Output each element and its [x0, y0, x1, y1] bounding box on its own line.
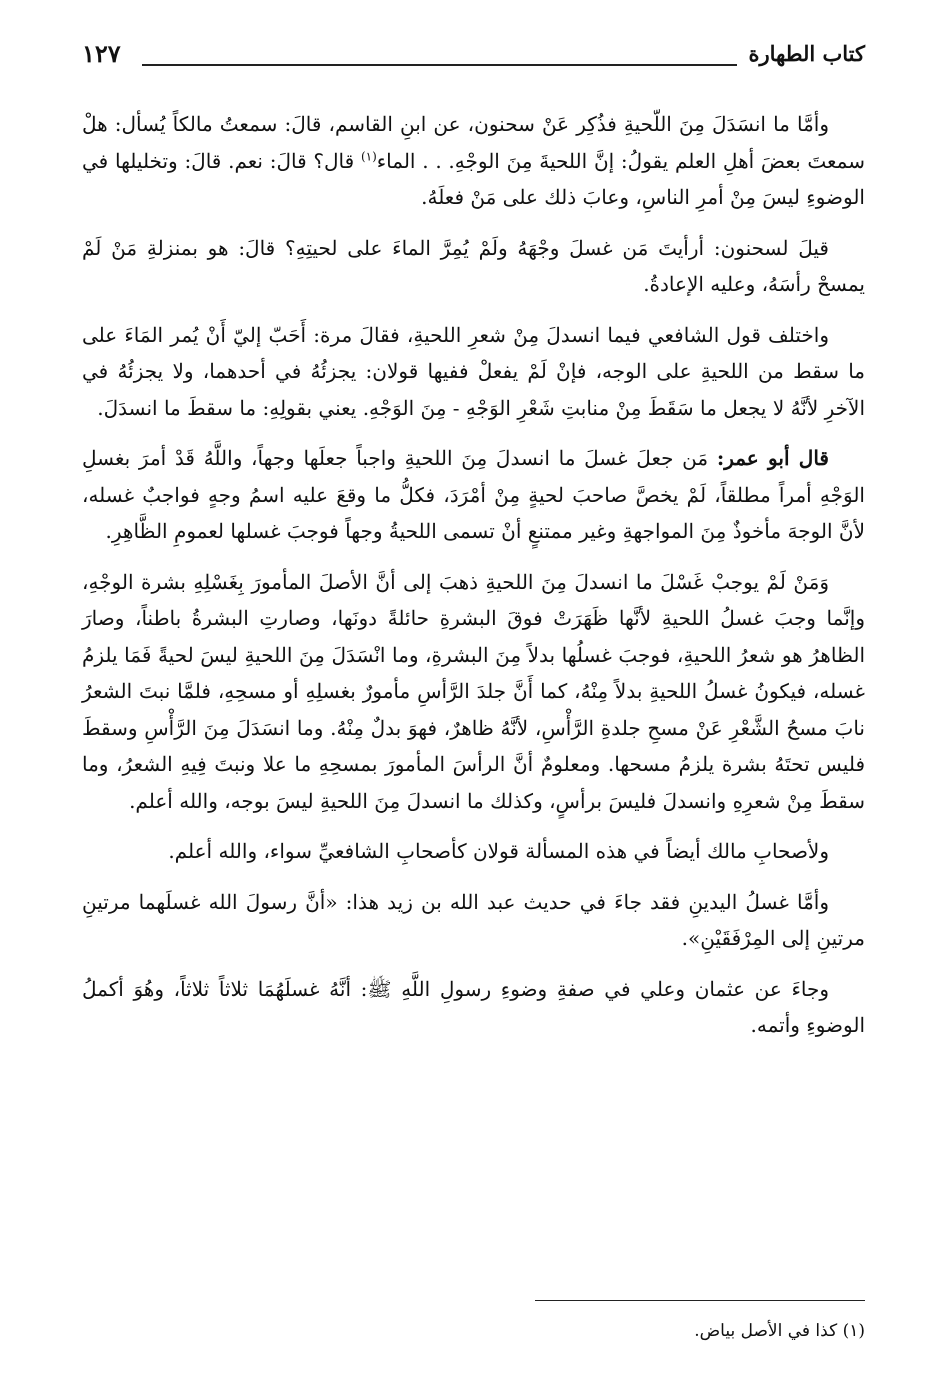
paragraph-4 [82, 440, 865, 550]
paragraph-6: ولأصحابِ مالك أيضاً في هذه المسألة قولان كأصحابِ الشافعيِّ سواء، والله أعلم. [168, 839, 829, 863]
paragraph-4-text: مَن جعلَ غسلَ ما انسدلَ مِنَ اللحيةِ واجباً جعلَها وجهاً، واللَّهُ قَدْ أمرَ بغسلِ الوَجْهِ أمراً مطلقاً، لَمْ يخصَّ صاحبَ لحيةٍ مِنْ أمْرَدَ، فكلُّ ما وقعَ عليه اسمُ وجهٍ فواجبٌ غسله، لأنَّ الوجهَ مأخوذٌ مِنَ المواجهةِ وغير ممتنعٍ أنْ تسمى اللحيةُ وجهاً فوجبَ غسلها لعمومِ الظَّاهِرِ. [82, 446, 865, 543]
paragraph-7: وأمَّا غسلُ اليدينِ فقد جاءَ في حديث عبد الله بن زيد هذا: «أنَّ رسولَ الله غسلَهما مرتينِ مرتينِ إلى المِرْفَقَيْنِ». [82, 889, 865, 950]
page-header [82, 36, 865, 72]
footnote: (١) كذا في الأصل بياض. [694, 1321, 865, 1341]
main-text [82, 106, 865, 1058]
paragraph-5: وَمَنْ لَمْ يوجبْ غَسْلَ ما انسدلَ مِنَ اللحيةِ ذهبَ إلى أنَّ الأصلَ المأمورَ بِغَسْلِهِ بشرة الوجْهِ، وإنَّما وجبَ غسلُ اللحيةِ لأنَّها ظَهَرَتْ فوقَ البشرةِ حائلةً دونَها، وصارتِ البشرةُ باطناً، وصارَ الظاهرُ هو شعرُ اللحيةِ، فوجبَ غسلُها بدلاً مِنَ البشرةِ، وما انْسَدَلَ مِنَ اللحيةِ ليسَ لحيةً فَمَا يلزمُ غسله، فيكونُ غسلُ اللحيةِ بدلاً مِنْهُ، كما أَنَّ جلدَ الرَّأسِ مأمورٌ بغسلِهِ أو مسحِهِ، فلمَّا نبتَ الشعرُ نابَ مسحُ الشَّعْرِ عَنْ مسحِ جلدةِ الرَّأْسِ، لأنَّهُ ظاهرٌ، فهوَ بدلٌ مِنْهُ. وما انسَدَلَ مِنَ الرَّأْسِ وسقطَ فليس تحتَهُ بشرة يلزمُ مسحها. ومعلومٌ أنَّ الرأسَ المأمورَ بمسحِهِ ما علا ونبتَ فِيهِ الشعرُ، وما سقطَ مِنْ شعرِهِ وانسدلَ فليسَ برأسٍ، وكذلك ما انسدلَ مِنَ اللحيةِ ليسَ بوجه، والله أعلم. [82, 569, 866, 813]
paragraph-4-lead: قال أبو عمر: [716, 446, 829, 470]
paragraph-3: واختلف قول الشافعي فيما انسدلَ مِنْ شعرِ اللحيةِ، فقالَ مرة: أَحَبّ إليّ أَنْ يُمر المَاءَ على ما سقط من اللحيةِ على الوجه، فإنْ لَمْ يفعلْ ففيها قولان: يجزئُهُ في أحدهما، ولا يجزئُهُ في الآخرِ لأنَّهُ لا يجعل ما سَقَطَ مِنْ منابتِ شَعْرِ الوَجْهِ - مِنَ الوَجْهِ. يعني بقولِهِ: ما سقطَ ما انسدَلَ. [82, 322, 865, 420]
footnote-reference: (١) [360, 148, 377, 163]
header-rule [142, 64, 737, 66]
paragraph-2: قيلَ لسحنون: أرأيتَ مَن غسلَ وجْهَهُ ولَمْ يُمِرَّ الماءَ على لحيتِهِ؟ قالَ: هو بمنزلةِ مَنْ لَمْ يمسحْ رأسَهُ، وعليه الإعادةُ. [82, 235, 865, 296]
paragraph-8: وجاءَ عن عثمان وعلي في صفةِ وضوءِ رسولِ اللَّهِ ﷺ: أنَّهُ غسلَهُمَا ثلاثاً ثلاثاً، وهُوَ أكملُ الوضوءِ وأتمه. [82, 976, 865, 1037]
paragraph-1-text-cont: قال؟ قالَ: نعم. قالَ: وتخليلها في الوضوءِ ليسَ مِنْ أمرِ الناسِ، وعابَ ذلك على مَنْ فعلَهُ. [82, 148, 865, 209]
page-number: ١٢٧ [82, 39, 121, 68]
paragraph-1-text: وأمَّا ما انسَدَلَ مِنَ اللّحيةِ فذُكِر عَنْ سحنون، عن ابنِ القاسم، قالَ: سمعتُ مالكاً يُسأل: هلْ سمعتَ بعضَ أهلِ العلم يقولُ: إنَّ اللحيةَ مِنَ الوجْهِ. . . الماء [82, 112, 865, 173]
paragraph-1 [82, 106, 865, 216]
footnote-rule [535, 1300, 865, 1301]
running-title: كتاب الطهارة [748, 41, 865, 66]
